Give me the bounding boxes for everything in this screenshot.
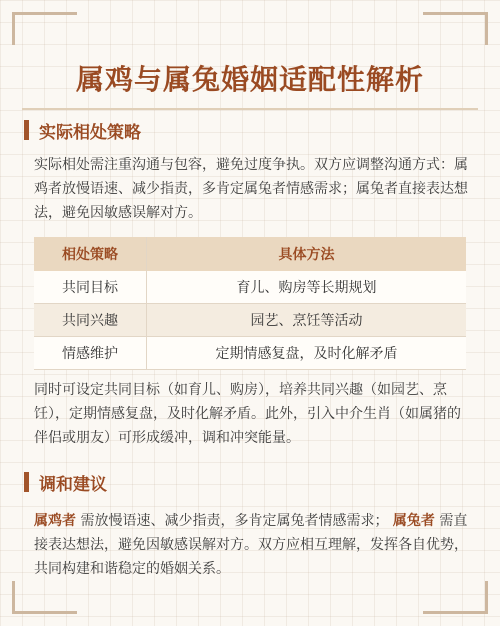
- table-row: [34, 271, 466, 304]
- strategy-intro-paragraph: 实际相处需注重沟通与包容，避免过度争执。双方应调整沟通方式：属鸡者放慢语速、减少指责，多肯定属兔者情感需求；属兔者直接表达想法，避免因敏感误解对方。: [34, 157, 468, 221]
- table-cell: 园艺、烹饪等活动: [147, 304, 467, 337]
- rabbit-label: 属兔者: [392, 513, 435, 529]
- corner-ornament-bottom-left: [12, 581, 77, 614]
- advice-paragraph: [34, 509, 470, 581]
- strategy-table: [34, 237, 466, 370]
- rooster-label: 属鸡者: [34, 513, 76, 529]
- rooster-advice-text: 需放慢语速、减少指责，多肯定属兔者情感需求；: [76, 513, 393, 529]
- title-divider: [22, 108, 478, 110]
- table-cell: 共同目标: [34, 271, 147, 304]
- table-header-row: [34, 237, 466, 271]
- corner-ornament-top-left: [12, 12, 77, 45]
- section-heading-text: 调和建议: [39, 474, 107, 495]
- corner-ornament-top-right: [423, 12, 488, 45]
- section-marker: [24, 120, 29, 140]
- table-cell: 育儿、购房等长期规划: [147, 271, 467, 304]
- table-row: [34, 337, 466, 370]
- table-cell: 情感维护: [34, 337, 147, 370]
- section-heading-strategy: [24, 118, 141, 142]
- page-title: 属鸡与属兔婚姻适配性解析: [75, 63, 424, 96]
- section-marker: [24, 472, 29, 492]
- table-header-cell: 相处策略: [34, 237, 147, 271]
- section-heading-advice: [24, 470, 107, 494]
- strategy-outro-paragraph: 同时可设定共同目标（如育儿、购房），培养共同兴趣（如园艺、烹饪），定期情感复盘，及时化解矛盾。此外，引入中介生肖（如属猪的伴侣或朋友）可形成缓冲，调和冲突能量。: [34, 382, 461, 446]
- table-cell: 定期情感复盘，及时化解矛盾: [147, 337, 467, 370]
- table-row: [34, 304, 466, 337]
- corner-ornament-bottom-right: [423, 581, 488, 614]
- table-cell: 共同兴趣: [34, 304, 147, 337]
- section-heading-text: 实际相处策略: [39, 122, 141, 143]
- rabbit-advice-text: 需直接表达想法，避免因敏感误解对方。双方应相互理解，发挥各自优势，共同构建和谐稳定的婚姻关系。: [34, 513, 468, 577]
- table-header-cell: 具体方法: [147, 237, 467, 271]
